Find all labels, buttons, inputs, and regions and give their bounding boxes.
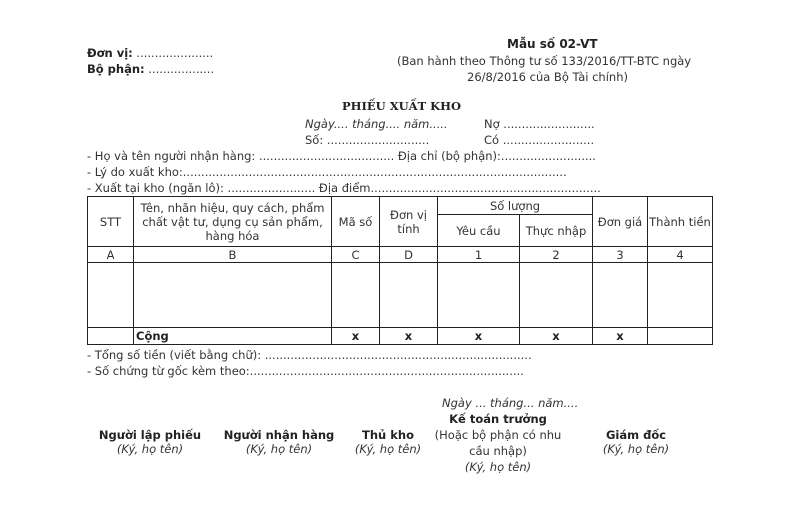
signer-nguoi-nhan-hang: [215, 428, 343, 456]
cell[interactable]: [332, 263, 380, 328]
co-field: Có .........................: [484, 133, 595, 147]
code-cell: 3: [593, 247, 648, 263]
bo-phan-dots: ..................: [144, 62, 215, 76]
header-don-gia: Đơn giá: [593, 197, 648, 247]
code-cell: B: [134, 247, 332, 263]
warehouse-field: - Xuất tại kho (ngăn lô): ........................ Địa điểm...............................................................: [87, 181, 601, 195]
signer-title: Kế toán trưởng: [449, 412, 547, 426]
signer-note: (Ký, họ tên): [354, 442, 422, 456]
sign-date: Ngày ... tháng... năm....: [442, 396, 579, 410]
mau-so: Mẫu số 02-VT: [507, 37, 598, 51]
cell[interactable]: [88, 263, 134, 328]
signer-title: Thủ kho: [362, 428, 414, 442]
header-stt: STT: [88, 197, 134, 247]
table-row: [88, 263, 713, 328]
cell[interactable]: [134, 263, 332, 328]
signer-note: (Ký, họ tên): [245, 442, 313, 456]
cell[interactable]: [438, 263, 520, 328]
no-field: Nợ .........................: [484, 117, 595, 131]
items-table: [87, 196, 713, 345]
don-vi-label: Đơn vị:: [87, 46, 133, 60]
header-don-vi-tinh: Đơn vị tính: [380, 197, 438, 247]
header-thuc-nhap: Thực nhập: [520, 215, 593, 247]
signer-thu-kho: [347, 428, 429, 456]
date-line: Ngày.... tháng.... năm.....: [305, 117, 448, 131]
signer-title: Giám đốc: [605, 428, 667, 442]
header-ten: Tên, nhãn hiệu, quy cách, phẩm chất vật tư, dụng cụ sản phẩm, hàng hóa: [134, 197, 332, 247]
signer-note: (Ký, họ tên): [464, 460, 532, 474]
code-row: [88, 247, 713, 263]
cell[interactable]: [520, 263, 593, 328]
signer-nguoi-lap-phieu: [90, 428, 210, 456]
total-in-words: - Tổng số tiền (viết bằng chữ): .........................................................................: [87, 348, 532, 362]
code-cell: C: [332, 247, 380, 263]
code-cell: 4: [648, 247, 713, 263]
signer-ke-toan-truong: [433, 411, 563, 475]
signer-note: (Ký, họ tên): [116, 442, 184, 456]
total-mark: x: [593, 328, 648, 345]
header-thanh-tien: Thành tiền: [648, 197, 713, 247]
ban-hanh-line-2: 26/8/2016 của Bộ Tài chính): [467, 70, 628, 84]
so-field: Số: ............................: [305, 133, 430, 147]
code-cell: D: [380, 247, 438, 263]
total-row: [88, 328, 713, 345]
header-ma-so: Mã số: [332, 197, 380, 247]
source-documents: - Số chứng từ gốc kèm theo:...........................................................................: [87, 364, 524, 378]
cell[interactable]: [380, 263, 438, 328]
recipient-field: - Họ và tên người nhận hàng: ..................................... Địa chỉ (bộ phận):..........................: [87, 149, 596, 163]
code-cell: A: [88, 247, 134, 263]
signer-note: (Ký, họ tên): [602, 442, 670, 456]
total-mark: x: [520, 328, 593, 345]
bo-phan-label: Bộ phận:: [87, 62, 145, 76]
signer-giam-doc: [592, 428, 680, 456]
total-mark: x: [438, 328, 520, 345]
signer-title: Người nhận hàng: [223, 428, 335, 442]
page-title: PHIẾU XUẤT KHO: [342, 99, 462, 113]
signer-title: Người lập phiếu: [98, 428, 202, 442]
don-vi: [87, 46, 213, 60]
code-cell: 1: [438, 247, 520, 263]
bo-phan: [87, 62, 214, 76]
cell[interactable]: [648, 263, 713, 328]
total-mark: x: [380, 328, 438, 345]
signer-sub: (Hoặc bộ phận có nhu cầu nhập): [434, 428, 562, 458]
ban-hanh-line-1: (Ban hành theo Thông tư số 133/2016/TT-BTC ngày: [397, 54, 692, 68]
header-yeu-cau: Yêu cầu: [438, 215, 520, 247]
reason-field: - Lý do xuất kho:.........................................................................................................: [87, 165, 567, 179]
cell: [88, 328, 134, 345]
don-vi-dots: .....................: [132, 46, 214, 60]
total-amount[interactable]: [648, 328, 713, 345]
cell[interactable]: [593, 263, 648, 328]
code-cell: 2: [520, 247, 593, 263]
header-so-luong: Số lượng: [438, 197, 593, 215]
total-mark: x: [332, 328, 380, 345]
total-label: Cộng: [134, 328, 332, 345]
